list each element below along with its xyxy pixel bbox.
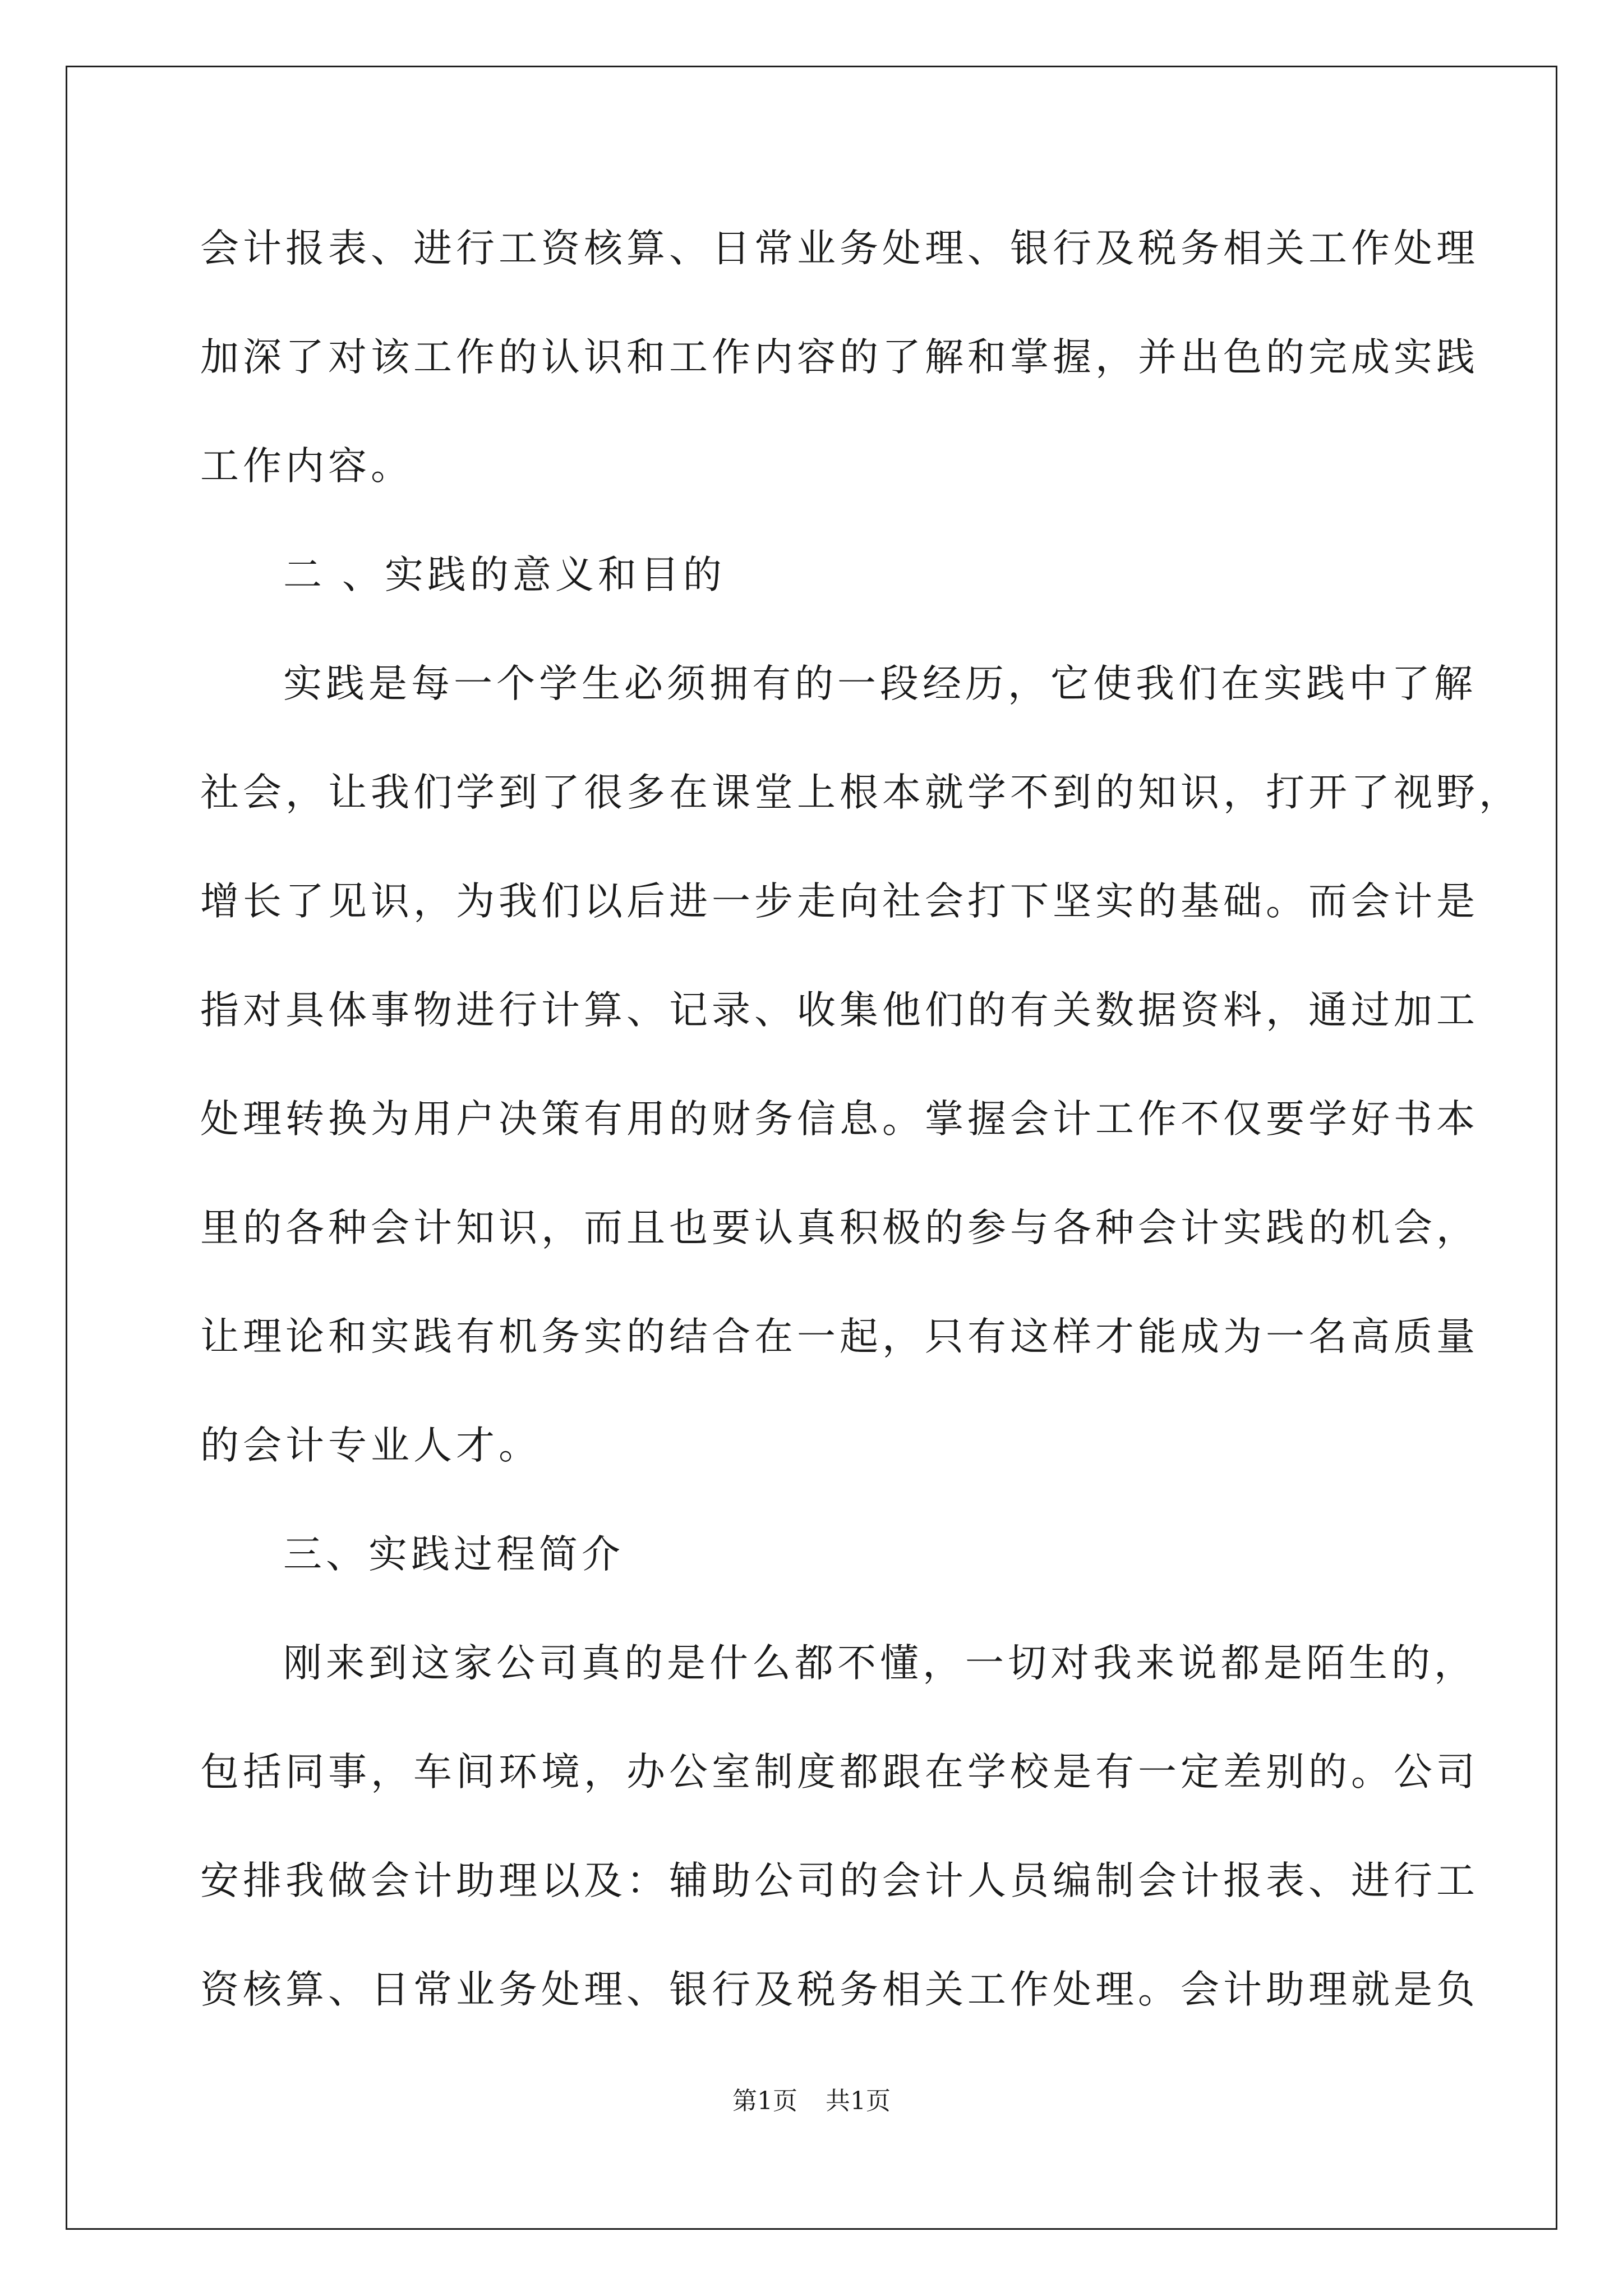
text-line: 增长了见识，为我们以后进一步走向社会打下坚实的基础。而会计是 xyxy=(200,879,1479,924)
text-line: 资核算、日常业务处理、银行及税务相关工作处理。会计助理就是负 xyxy=(200,1967,1479,2012)
text-line: 社会，让我们学到了很多在课堂上根本就学不到的知识，打开了视野， xyxy=(200,770,1521,815)
page-footer xyxy=(0,2085,1623,2118)
text-line: 处理转换为用户决策有用的财务信息。掌握会计工作不仅要学好书本 xyxy=(200,1097,1479,1142)
text-line: 工作内容。 xyxy=(200,444,413,489)
section-heading: 二 、实践的意义和目的 xyxy=(283,553,726,597)
text-line: 让理论和实践有机务实的结合在一起，只有这样才能成为一名高质量 xyxy=(200,1314,1479,1359)
text-line: 会计报表、进行工资核算、日常业务处理、银行及税务相关工作处理 xyxy=(200,226,1479,271)
document-body xyxy=(200,218,1521,2068)
section-heading: 三、实践过程简介 xyxy=(283,1532,624,1577)
text-line: 实践是每一个学生必须拥有的一段经历，它使我们在实践中了解 xyxy=(283,661,1477,706)
page-number: 第1页 xyxy=(732,2087,797,2115)
text-line: 的会计专业人才。 xyxy=(200,1423,541,1468)
page-total: 共1页 xyxy=(826,2087,891,2115)
text-line: 里的各种会计知识，而且也要认真积极的参与各种会计实践的机会， xyxy=(200,1205,1479,1250)
text-line: 刚来到这家公司真的是什么都不懂，一切对我来说都是陌生的， xyxy=(283,1641,1477,1686)
text-line: 指对具体事物进行计算、记录、收集他们的有关数据资料，通过加工 xyxy=(200,988,1479,1033)
text-line: 包括同事，车间环境，办公室制度都跟在学校是有一定差别的。公司 xyxy=(200,1750,1479,1795)
text-line: 加深了对该工作的认识和工作内容的了解和掌握，并出色的完成实践 xyxy=(200,335,1479,380)
text-line: 安排我做会计助理以及：辅助公司的会计人员编制会计报表、进行工 xyxy=(200,1858,1479,1903)
